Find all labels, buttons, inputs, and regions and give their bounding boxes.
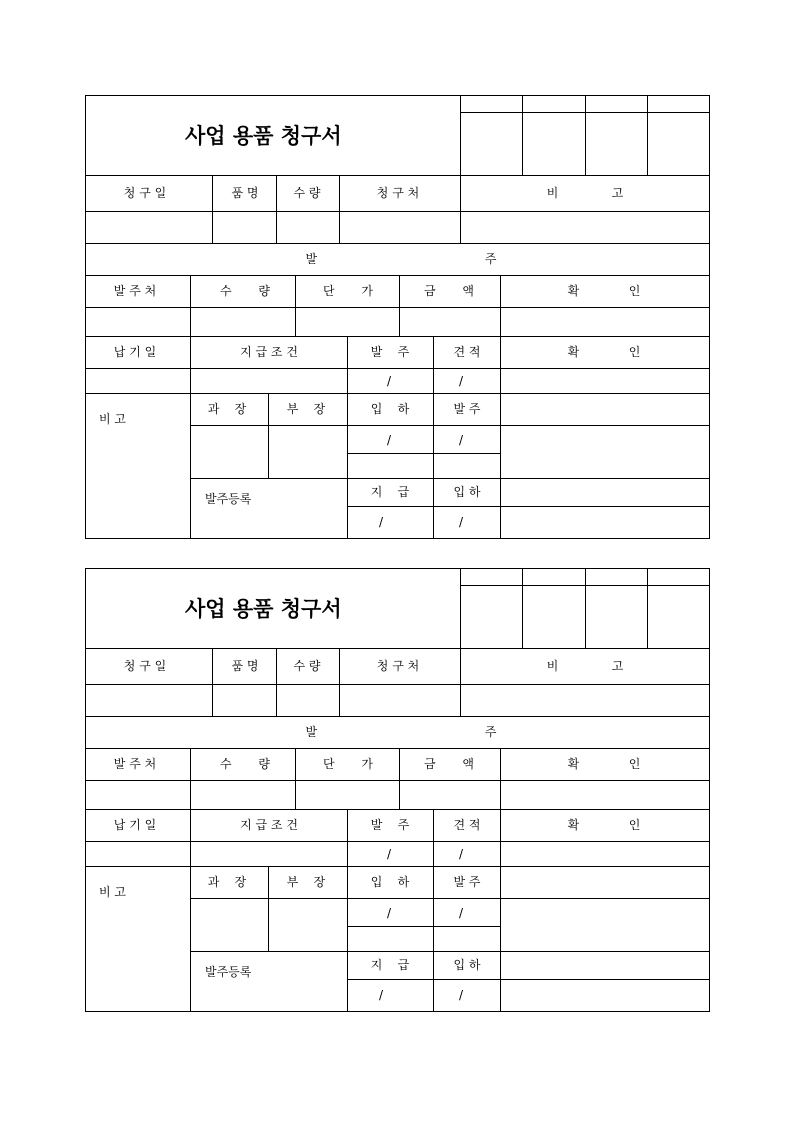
payment-terms-field[interactable] xyxy=(191,369,347,393)
remark-label: 비 고 xyxy=(546,186,624,200)
delivery-confirm-field[interactable] xyxy=(501,369,710,393)
payment-label: 지 급 xyxy=(370,958,410,972)
estimate-label: 견 적 xyxy=(453,345,481,359)
receipt-label: 입 하 xyxy=(370,875,410,889)
section-chief-label: 과 장 xyxy=(207,875,247,889)
requester-label: 청 구 처 xyxy=(376,659,420,673)
payment-terms-label: 지 급 조 건 xyxy=(240,818,298,832)
remarks-order-label: 발 주 xyxy=(453,402,481,416)
request-date-field[interactable] xyxy=(85,212,212,243)
requester-field[interactable] xyxy=(340,212,460,243)
receipt-date-slash: / xyxy=(386,906,392,920)
item-name-label: 품 명 xyxy=(231,186,259,200)
vendor-label: 발 주 처 xyxy=(113,284,157,298)
item-name-label: 품 명 xyxy=(231,659,259,673)
request-date-label: 청 구 일 xyxy=(123,659,167,673)
vendor-field[interactable] xyxy=(85,781,190,809)
requester-field[interactable] xyxy=(340,685,460,716)
delivery-confirm-label: 확 인 xyxy=(567,345,641,359)
department-head-label: 부 장 xyxy=(286,875,326,889)
order-date-slash: / xyxy=(386,847,392,861)
receipt2-label: 입 하 xyxy=(453,485,481,499)
department-head-sign-box[interactable] xyxy=(269,426,347,478)
remarks-order-label: 발 주 xyxy=(453,875,481,889)
request-date-label: 청 구 일 xyxy=(123,186,167,200)
amount-label: 금 액 xyxy=(424,284,474,298)
unit-price-label: 단 가 xyxy=(323,757,373,771)
remarks-label: 비 고 xyxy=(99,885,126,899)
order-confirm-field[interactable] xyxy=(501,781,710,809)
requester-label: 청 구 처 xyxy=(376,186,420,200)
order-confirm-field[interactable] xyxy=(501,308,710,336)
payment-note-field[interactable] xyxy=(501,952,710,979)
order-section-header: 발 주 xyxy=(305,252,497,266)
remark-field[interactable] xyxy=(461,685,710,716)
item-name-field[interactable] xyxy=(213,212,276,243)
payment-terms-label: 지 급 조 건 xyxy=(240,345,298,359)
receipt-note-field[interactable] xyxy=(501,980,710,1012)
due-date-label: 납 기 일 xyxy=(113,345,157,359)
remarks-order-date-slash: / xyxy=(458,433,464,447)
order-quantity-label: 수 량 xyxy=(220,757,270,771)
approval-boxes[interactable] xyxy=(460,585,710,648)
order-quantity-field[interactable] xyxy=(191,308,295,336)
section-chief-label: 과 장 xyxy=(207,402,247,416)
quantity-field[interactable] xyxy=(277,212,339,243)
payment-date-slash: / xyxy=(378,988,384,1002)
estimate-label: 견 적 xyxy=(453,818,481,832)
order-confirm-label: 확 인 xyxy=(567,757,641,771)
remarks-note-field[interactable] xyxy=(501,899,710,951)
section-chief-sign-box[interactable] xyxy=(191,899,268,951)
receipt2-date-slash: / xyxy=(458,988,464,1002)
order-date-slash: / xyxy=(386,374,392,388)
unit-price-field[interactable] xyxy=(296,308,399,336)
remark-label: 비 고 xyxy=(546,659,624,673)
due-date-field[interactable] xyxy=(85,369,190,393)
delivery-confirm-field[interactable] xyxy=(501,842,710,866)
request-form: 사업 용품 청구서 청 구 일 품 명 수 량 청 구 처 비 고 발 주 발 주 처 수 량 단 가 금 액 확 인 납 기 일 지 급 조 건 발 주 견 적 확 인 / / 비 고 과 장 부 장 입 하 발 주 / / 발주등록 지 급 입 하 / / xyxy=(85,568,710,1012)
remark-field[interactable] xyxy=(461,212,710,243)
quantity-label: 수 량 xyxy=(293,659,321,673)
quantity-field[interactable] xyxy=(277,685,339,716)
order-section-header: 발 주 xyxy=(305,725,497,739)
payment-note-field[interactable] xyxy=(501,479,710,506)
quantity-label: 수 량 xyxy=(293,186,321,200)
payment-label: 지 급 xyxy=(370,485,410,499)
unit-price-field[interactable] xyxy=(296,781,399,809)
department-head-label: 부 장 xyxy=(286,402,326,416)
receipt-date-slash: / xyxy=(386,433,392,447)
due-date-label: 납 기 일 xyxy=(113,818,157,832)
payment-date-slash: / xyxy=(378,515,384,529)
amount-label: 금 액 xyxy=(424,757,474,771)
payment-terms-field[interactable] xyxy=(191,842,347,866)
order-label: 발 주 xyxy=(370,345,410,359)
estimate-date-slash: / xyxy=(458,374,464,388)
due-date-field[interactable] xyxy=(85,842,190,866)
amount-field[interactable] xyxy=(400,781,500,809)
item-name-field[interactable] xyxy=(213,685,276,716)
receipt2-label: 입 하 xyxy=(453,958,481,972)
order-registration-label: 발주등록 xyxy=(205,965,252,979)
department-head-sign-box[interactable] xyxy=(269,899,347,951)
receipt-note-field[interactable] xyxy=(501,507,710,539)
receipt2-date-slash: / xyxy=(458,515,464,529)
request-date-field[interactable] xyxy=(85,685,212,716)
order-label: 발 주 xyxy=(370,818,410,832)
section-chief-sign-box[interactable] xyxy=(191,426,268,478)
order-quantity-label: 수 량 xyxy=(220,284,270,298)
estimate-date-slash: / xyxy=(458,847,464,861)
vendor-label: 발 주 처 xyxy=(113,757,157,771)
vendor-field[interactable] xyxy=(85,308,190,336)
remarks-note-field[interactable] xyxy=(501,426,710,478)
approval-boxes[interactable] xyxy=(460,112,710,175)
request-form: 사업 용품 청구서 청 구 일 품 명 수 량 청 구 처 비 고 발 주 발 주 처 수 량 단 가 금 액 확 인 납 기 일 지 급 조 건 발 주 견 적 확 인 / / 비 고 과 장 부 장 입 하 발 주 / / 발주등록 지 급 입 하 / / xyxy=(85,95,710,539)
amount-field[interactable] xyxy=(400,308,500,336)
receipt-label: 입 하 xyxy=(370,402,410,416)
delivery-confirm-label: 확 인 xyxy=(567,818,641,832)
order-confirm-label: 확 인 xyxy=(567,284,641,298)
order-quantity-field[interactable] xyxy=(191,781,295,809)
unit-price-label: 단 가 xyxy=(323,284,373,298)
remarks-order-date-slash: / xyxy=(458,906,464,920)
order-registration-label: 발주등록 xyxy=(205,492,252,506)
remarks-label: 비 고 xyxy=(99,412,126,426)
